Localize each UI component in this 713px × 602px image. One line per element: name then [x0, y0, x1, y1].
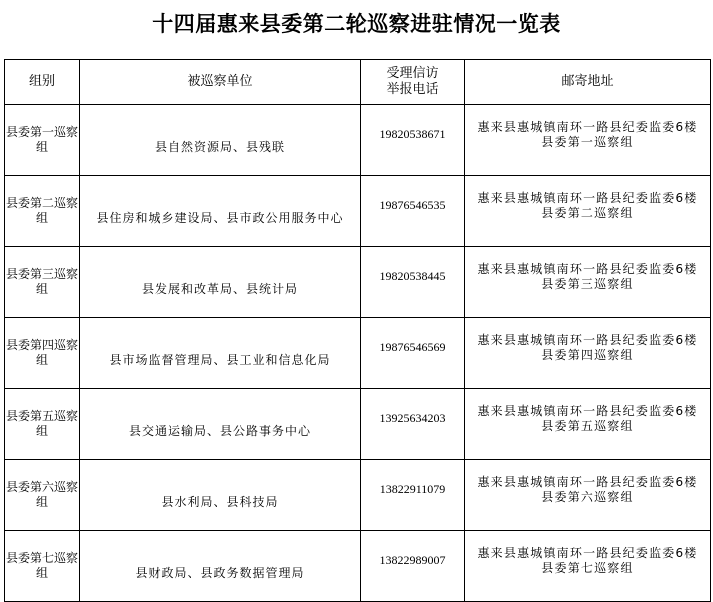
address-line-2: 县委第五巡察组	[541, 419, 634, 433]
address-line-2: 县委第一巡察组	[541, 135, 634, 149]
table-row	[5, 531, 711, 602]
address-line-2: 县委第三巡察组	[541, 277, 634, 291]
inspected-units-cell: 县水利局、县科技局	[80, 460, 361, 531]
address-line-1: 惠来县惠城镇南环一路县纪委监委6楼	[477, 262, 698, 276]
hotline-phone-cell: 19820538445	[361, 247, 465, 318]
hotline-phone-cell: 19876546569	[361, 318, 465, 389]
inspected-units-cell: 县自然资源局、县残联	[80, 105, 361, 176]
document-title: 十四届惠来县委第二轮巡察进驻情况一览表	[152, 11, 561, 36]
address-line-1: 惠来县惠城镇南环一路县纪委监委6楼	[477, 475, 698, 489]
header-group: 组别	[5, 60, 80, 105]
group-cell: 县委第一巡察组	[5, 105, 80, 176]
inspected-units-cell: 县市场监督管理局、县工业和信息化局	[80, 318, 361, 389]
header-hotline-line1: 受理信访	[386, 66, 439, 81]
mailing-address-cell	[465, 389, 711, 460]
group-cell: 县委第六巡察组	[5, 460, 80, 531]
hotline-phone-cell: 19820538671	[361, 105, 465, 176]
address-line-1: 惠来县惠城镇南环一路县纪委监委6楼	[477, 546, 698, 560]
mailing-address-cell	[465, 531, 711, 602]
hotline-phone-cell: 13822989007	[361, 531, 465, 602]
address-line-1: 惠来县惠城镇南环一路县纪委监委6楼	[477, 333, 698, 347]
address-line-2: 县委第六巡察组	[541, 490, 634, 504]
table-body	[5, 105, 711, 602]
header-address: 邮寄地址	[465, 60, 711, 105]
table-row	[5, 105, 711, 176]
group-cell: 县委第七巡察组	[5, 531, 80, 602]
inspected-units-cell: 县交通运输局、县公路事务中心	[80, 389, 361, 460]
table-row	[5, 389, 711, 460]
mailing-address-cell	[465, 318, 711, 389]
address-line-1: 惠来县惠城镇南环一路县纪委监委6楼	[477, 404, 698, 418]
hotline-phone-cell: 13822911079	[361, 460, 465, 531]
table-row	[5, 318, 711, 389]
header-units: 被巡察单位	[80, 60, 361, 105]
mailing-address-cell	[465, 105, 711, 176]
header-hotline	[361, 60, 465, 105]
header-row	[5, 60, 711, 105]
group-cell: 县委第五巡察组	[5, 389, 80, 460]
mailing-address-cell	[465, 460, 711, 531]
address-line-1: 惠来县惠城镇南环一路县纪委监委6楼	[477, 191, 698, 205]
address-line-2: 县委第二巡察组	[541, 206, 634, 220]
mailing-address-cell	[465, 176, 711, 247]
group-cell: 县委第三巡察组	[5, 247, 80, 318]
group-cell: 县委第四巡察组	[5, 318, 80, 389]
table-row	[5, 247, 711, 318]
group-cell: 县委第二巡察组	[5, 176, 80, 247]
inspected-units-cell: 县发展和改革局、县统计局	[80, 247, 361, 318]
header-hotline-line2: 举报电话	[386, 82, 439, 97]
address-line-1: 惠来县惠城镇南环一路县纪委监委6楼	[477, 120, 698, 134]
address-line-2: 县委第七巡察组	[541, 561, 634, 575]
inspection-table	[4, 59, 711, 602]
address-line-2: 县委第四巡察组	[541, 348, 634, 362]
hotline-phone-cell: 13925634203	[361, 389, 465, 460]
hotline-phone-cell: 19876546535	[361, 176, 465, 247]
table-row	[5, 460, 711, 531]
inspected-units-cell: 县住房和城乡建设局、县市政公用服务中心	[80, 176, 361, 247]
table-row	[5, 176, 711, 247]
table-header	[5, 60, 711, 105]
inspected-units-cell: 县财政局、县政务数据管理局	[80, 531, 361, 602]
mailing-address-cell	[465, 247, 711, 318]
